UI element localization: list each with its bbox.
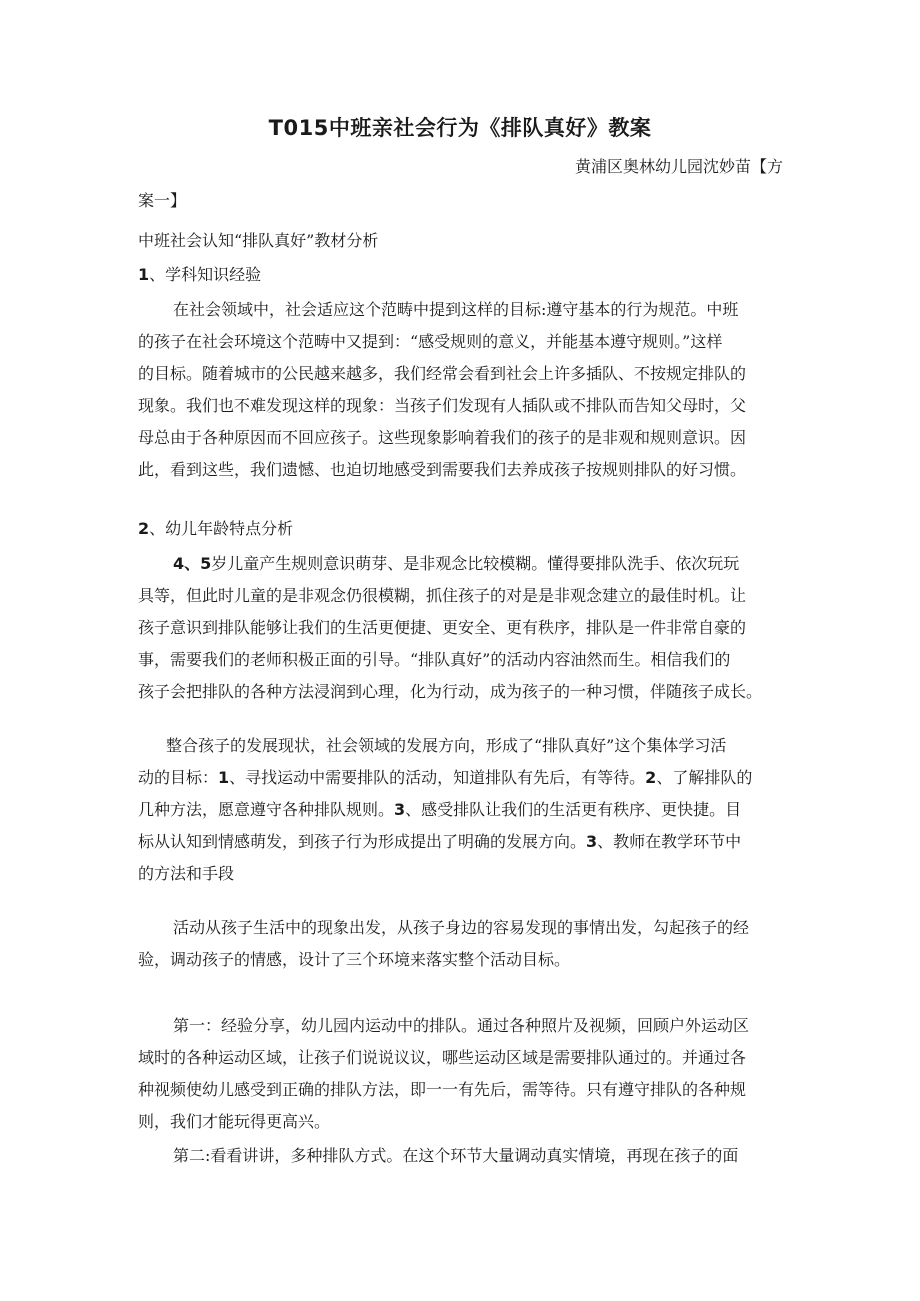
author-line: 黄浦区奥林幼儿园沈妙苗【方 xyxy=(574,157,783,176)
document-title: T015中班亲社会行为《排队真好》教案 xyxy=(268,116,652,140)
paragraph-line: 域时的各种运动区域，让孩子们说说议议，哪些运动区域是需要排队通过的。并通过各 xyxy=(138,1048,747,1067)
paragraph-line: 整合孩子的发展现状，社会领域的发展方向，形成了“排队真好”这个集体学习活 xyxy=(166,736,727,755)
list-number: 3 xyxy=(586,832,598,851)
paragraph-line: 验，调动孩子的情感，设计了三个环境来落实整个活动目标。 xyxy=(138,950,571,969)
section2-paragraph1 xyxy=(138,548,783,708)
paragraph-text: 、教师在教学环节中 xyxy=(597,832,742,851)
paragraph-text: 、寻找运动中需要排队的活动，知道排队有先后，有等待。 xyxy=(229,768,646,787)
paragraph-line xyxy=(138,794,783,826)
list-number: 2 xyxy=(645,768,657,787)
paragraph-text: 、了解排队的 xyxy=(656,768,753,787)
paragraph-line: 具等，但此时儿童的是非观念仍很模糊，抓住孩子的对是是非观念建立的最佳时机。让 xyxy=(138,586,747,605)
section3-paragraph2 xyxy=(138,1010,783,1138)
paragraph-line: 的方法和手段 xyxy=(138,864,235,883)
paragraph-line: 第二:看看讲讲，多种排队方式。在这个环节大量调动真实情境，再现在孩子的面 xyxy=(173,1146,739,1165)
paragraph-line: 第一：经验分享，幼儿园内运动中的排队。通过各种照片及视频，回顾户外运动区 xyxy=(173,1016,750,1035)
paragraph-line: 此，看到这些，我们遗憾、也迫切地感受到需要我们去养成孩子按规则排队的好习惯。 xyxy=(138,460,747,479)
paragraph-line: 孩子会把排队的各种方法浸润到心理，化为行动，成为孩子的一种习惯，伴随孩子成长。 xyxy=(138,682,763,701)
age-range: 4、5 xyxy=(173,554,212,573)
section1-heading xyxy=(138,262,261,285)
section3-paragraph3 xyxy=(138,1140,783,1172)
section1-paragraph xyxy=(138,294,783,486)
paragraph-line: 在社会领域中，社会适应这个范畴中提到这样的目标:遵守基本的行为规范。中班 xyxy=(173,300,739,319)
paragraph-line: 种视频使幼儿感受到正确的排队方法，即一一有先后，需等待。只有遵守排队的各种规 xyxy=(138,1080,747,1099)
paragraph-line: 活动从孩子生活中的现象出发，从孩子身边的容易发现的事情出发，勾起孩子的经 xyxy=(173,918,750,937)
list-number: 3 xyxy=(394,800,406,819)
paragraph-text: 动的目标： xyxy=(138,768,219,787)
paragraph-line: 事，需要我们的老师积极正面的引导。“排队真好”的活动内容油然而生。相信我们的 xyxy=(138,650,731,669)
section2-paragraph2 xyxy=(138,730,783,890)
scheme-label: 案一】 xyxy=(138,191,187,210)
paragraph-text: 岁儿童产生规则意识萌芽、是非观念比较模糊。懂得要排队洗手、依次玩玩 xyxy=(211,554,740,573)
section2-heading xyxy=(138,516,293,539)
section3-paragraph1 xyxy=(138,912,783,976)
paragraph-line: 则，我们才能玩得更高兴。 xyxy=(138,1112,331,1131)
section2-title: 、幼儿年龄特点分析 xyxy=(149,519,294,538)
section1-title: 、学科知识经验 xyxy=(149,265,262,284)
paragraph-text: 几种方法，愿意遵守各种排队规则。 xyxy=(138,800,395,819)
section1-number: 1 xyxy=(138,265,150,284)
paragraph-text: 标从认知到情感萌发，到孩子行为形成提出了明确的发展方向。 xyxy=(138,832,587,851)
paragraph-line: 母总由于各种原因而不回应孩子。这些现象影响着我们的孩子的是非观和规则意识。因 xyxy=(138,428,747,447)
paragraph-text: 、感受排队让我们的生活更有秩序、更快捷。目 xyxy=(405,800,742,819)
section2-number: 2 xyxy=(138,519,150,538)
paragraph-line: 孩子意识到排队能够让我们的生活更便捷、更安全、更有秩序，排队是一件非常自豪的 xyxy=(138,618,747,637)
paragraph-line xyxy=(138,762,783,794)
paragraph-line: 的孩子在社会环境这个范畴中又提到：“感受规则的意义，并能基本遵守规则。”这样 xyxy=(138,332,723,351)
paragraph-line: 的目标。随着城市的公民越来越多，我们经常会看到社会上许多插队、不按规定排队的 xyxy=(138,364,747,383)
list-number: 1 xyxy=(218,768,230,787)
paragraph-line: 现象。我们也不难发现这样的现象：当孩子们发现有人插队或不排队而告知父母时，父 xyxy=(138,396,747,415)
paragraph-line xyxy=(138,826,783,858)
paragraph-line xyxy=(138,548,783,580)
analysis-heading: 中班社会认知“排队真好”教材分析 xyxy=(138,231,379,250)
